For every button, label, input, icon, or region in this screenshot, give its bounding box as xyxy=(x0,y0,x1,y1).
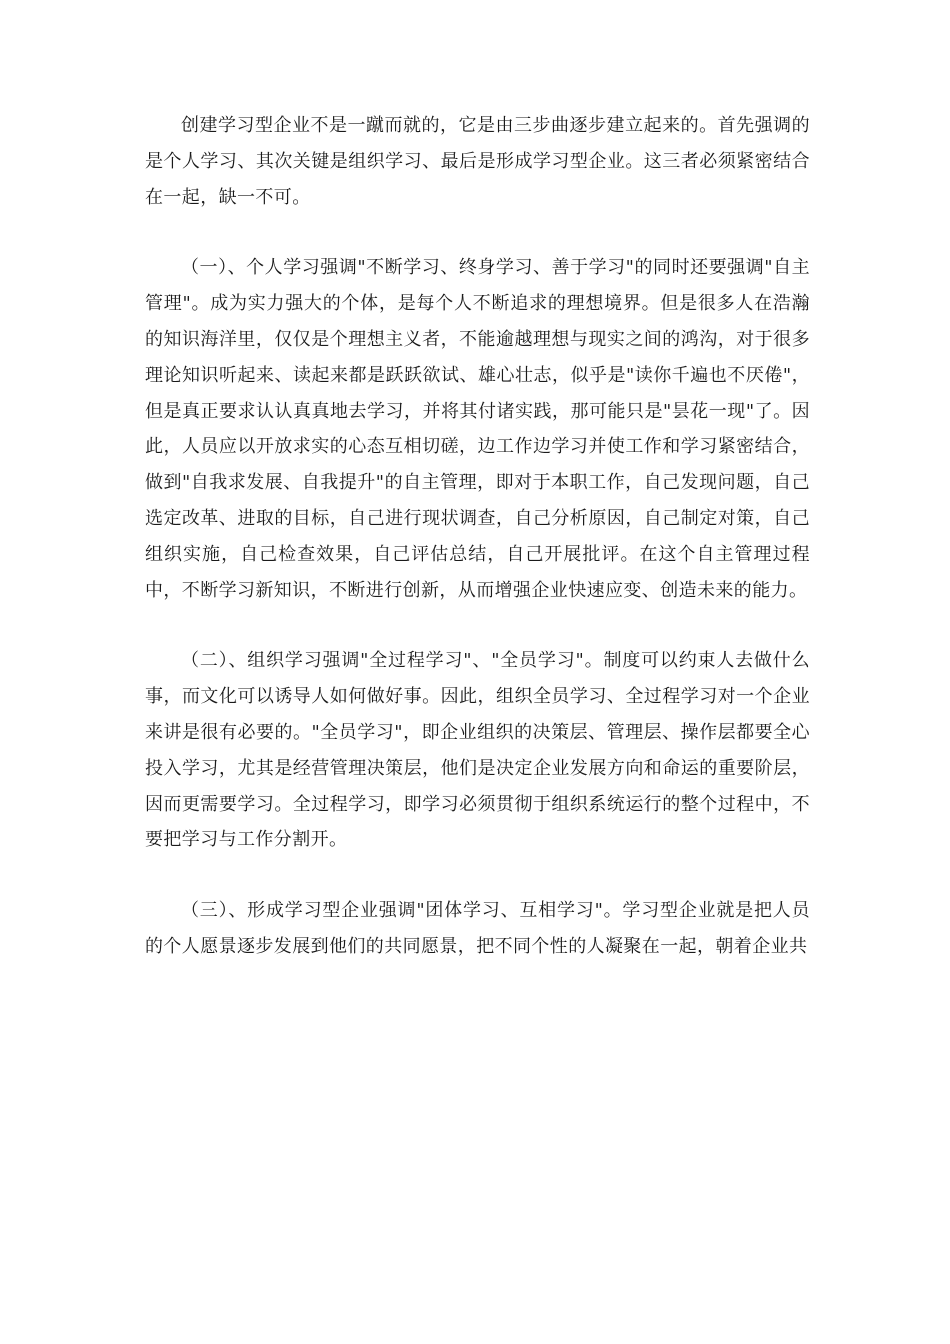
paragraph-organizational-learning: （二）、组织学习强调"全过程学习"、"全员学习"。制度可以约束人去做什么事，而文化可以诱导人如何做好事。因此，组织全员学习、全过程学习对一个企业来讲是很有必要的。"全员学习"，即企业组织的决策层、管理层、操作层都要全心投入学习，尤其是经营管理决策层，他们是决定企业发展方向和命运的重要阶层，因而更需要学习。全过程学习，即学习必须贯彻于组织系统运行的整个过程中，不要把学习与工作分割开。 xyxy=(145,650,810,851)
document-body xyxy=(145,108,810,965)
paragraph-intro: 创建学习型企业不是一蹴而就的，它是由三步曲逐步建立起来的。首先强调的是个人学习、其次关键是组织学习、最后是形成学习型企业。这三者必须紧密结合在一起，缺一不可。 xyxy=(145,115,810,208)
paragraph-individual-learning: （一）、个人学习强调"不断学习、终身学习、善于学习"的同时还要强调"自主管理"。成为实力强大的个体，是每个人不断追求的理想境界。但是很多人在浩瀚的知识海洋里，仅仅是个理想主义者，不能逾越理想与现实之间的鸿沟，对于很多理论知识听起来、读起来都是跃跃欲试、雄心壮志，似乎是"读你千遍也不厌倦"，但是真正要求认认真真地去学习，并将其付诸实践，那可能只是"昙花一现"了。因此，人员应以开放求实的心态互相切磋，边工作边学习并使工作和学习紧密结合，做到"自我求发展、自我提升"的自主管理，即对于本职工作，自己发现问题，自己选定改革、进取的目标，自己进行现状调查，自己分析原因，自己制定对策，自己组织实施，自己检查效果，自己评估总结，自己开展批评。在这个自主管理过程中，不断学习新知识，不断进行创新，从而增强企业快速应变、创造未来的能力。 xyxy=(145,257,810,601)
paragraph-learning-enterprise: （三）、形成学习型企业强调"团体学习、互相学习"。学习型企业就是把人员的个人愿景逐步发展到他们的共同愿景，把不同个性的人凝聚在一起，朝着企业共 xyxy=(145,900,810,957)
